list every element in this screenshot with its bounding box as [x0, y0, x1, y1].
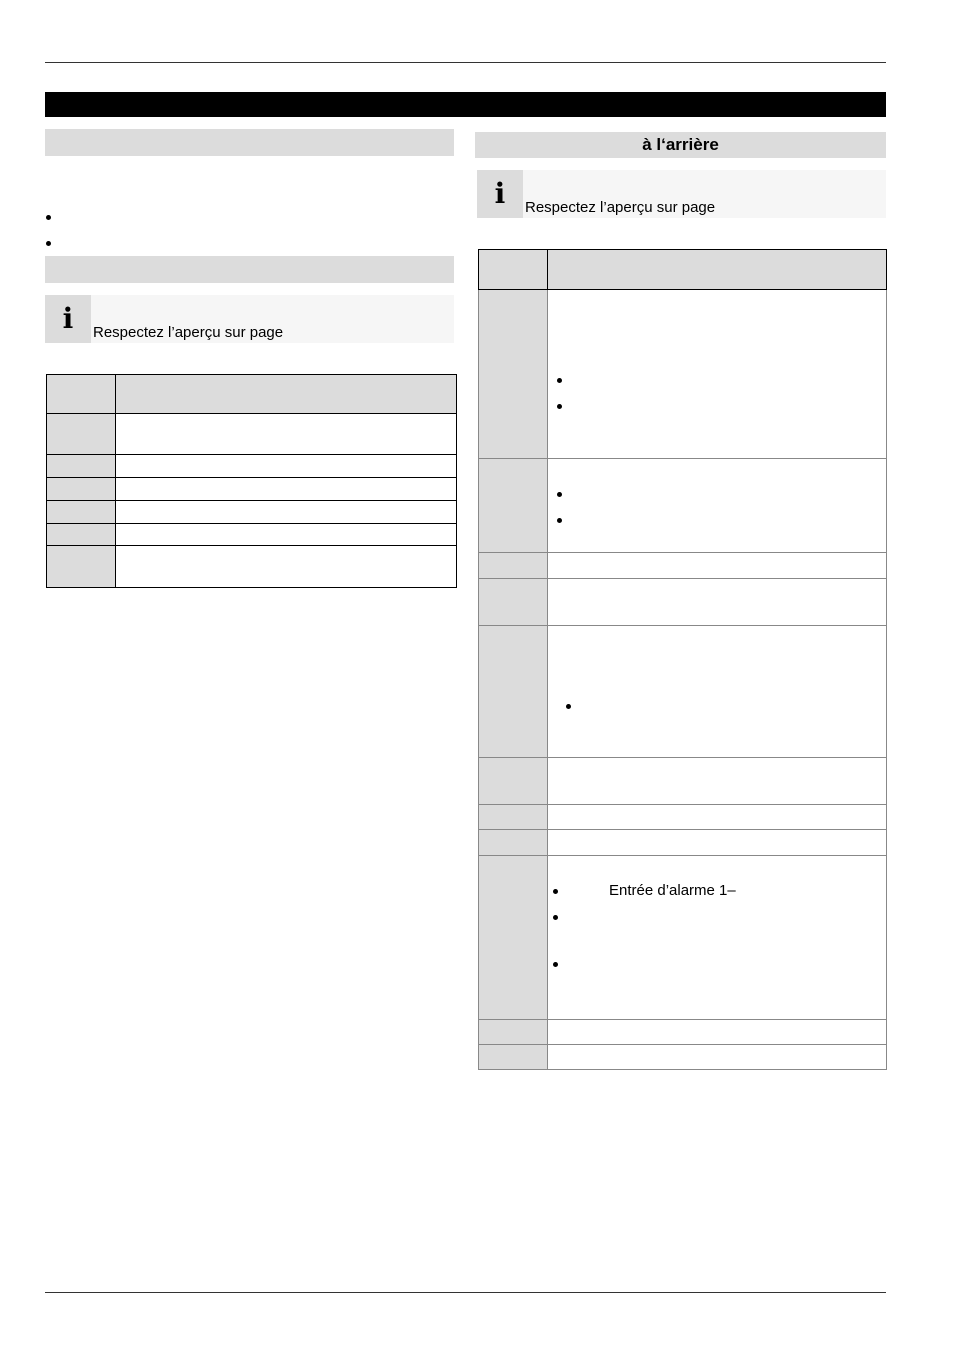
table-row — [479, 626, 887, 758]
table-row — [479, 830, 887, 856]
info-icon: i — [477, 170, 523, 218]
table-row — [47, 414, 457, 455]
section-header-left-2 — [45, 256, 454, 283]
list-bullet — [566, 704, 571, 709]
table-row — [479, 459, 887, 553]
table-row — [47, 455, 457, 478]
table-row — [479, 1020, 887, 1045]
chapter-title-bar — [45, 92, 886, 117]
table-row — [47, 501, 457, 524]
table-row — [479, 1045, 887, 1070]
table-row — [479, 856, 887, 1020]
table-header-cell — [548, 250, 887, 290]
info-icon: i — [45, 295, 91, 343]
list-bullet — [553, 889, 558, 894]
table-row — [47, 524, 457, 546]
list-bullet — [553, 962, 558, 967]
right-table — [478, 249, 887, 1070]
table-row — [479, 553, 887, 579]
info-note-text: Respectez l’aperçu sur page — [525, 199, 716, 216]
table-row — [479, 805, 887, 830]
footer-rule — [45, 1292, 886, 1293]
list-bullet — [46, 215, 51, 220]
table-header-cell — [116, 375, 457, 414]
list-bullet — [46, 241, 51, 246]
list-bullet — [553, 915, 558, 920]
table-row — [47, 478, 457, 501]
table-row — [479, 579, 887, 626]
header-rule — [45, 62, 886, 63]
section-header-left-1 — [45, 129, 454, 156]
info-note-left — [45, 295, 454, 343]
list-bullet — [557, 518, 562, 523]
list-bullet — [557, 404, 562, 409]
info-note-text: Respectez l’aperçu sur page — [93, 324, 284, 341]
table-row — [479, 290, 887, 459]
table-row — [479, 758, 887, 805]
table-header-cell — [47, 375, 116, 414]
list-bullet — [557, 492, 562, 497]
section-title: à l‘arrière — [642, 135, 719, 154]
table-row — [47, 546, 457, 588]
table-header-cell — [479, 250, 548, 290]
left-table — [46, 374, 457, 588]
info-note-right — [477, 170, 886, 218]
section-header-right — [475, 132, 886, 158]
list-bullet — [557, 378, 562, 383]
alarm-input-label: Entrée d’alarme 1– — [609, 882, 736, 899]
